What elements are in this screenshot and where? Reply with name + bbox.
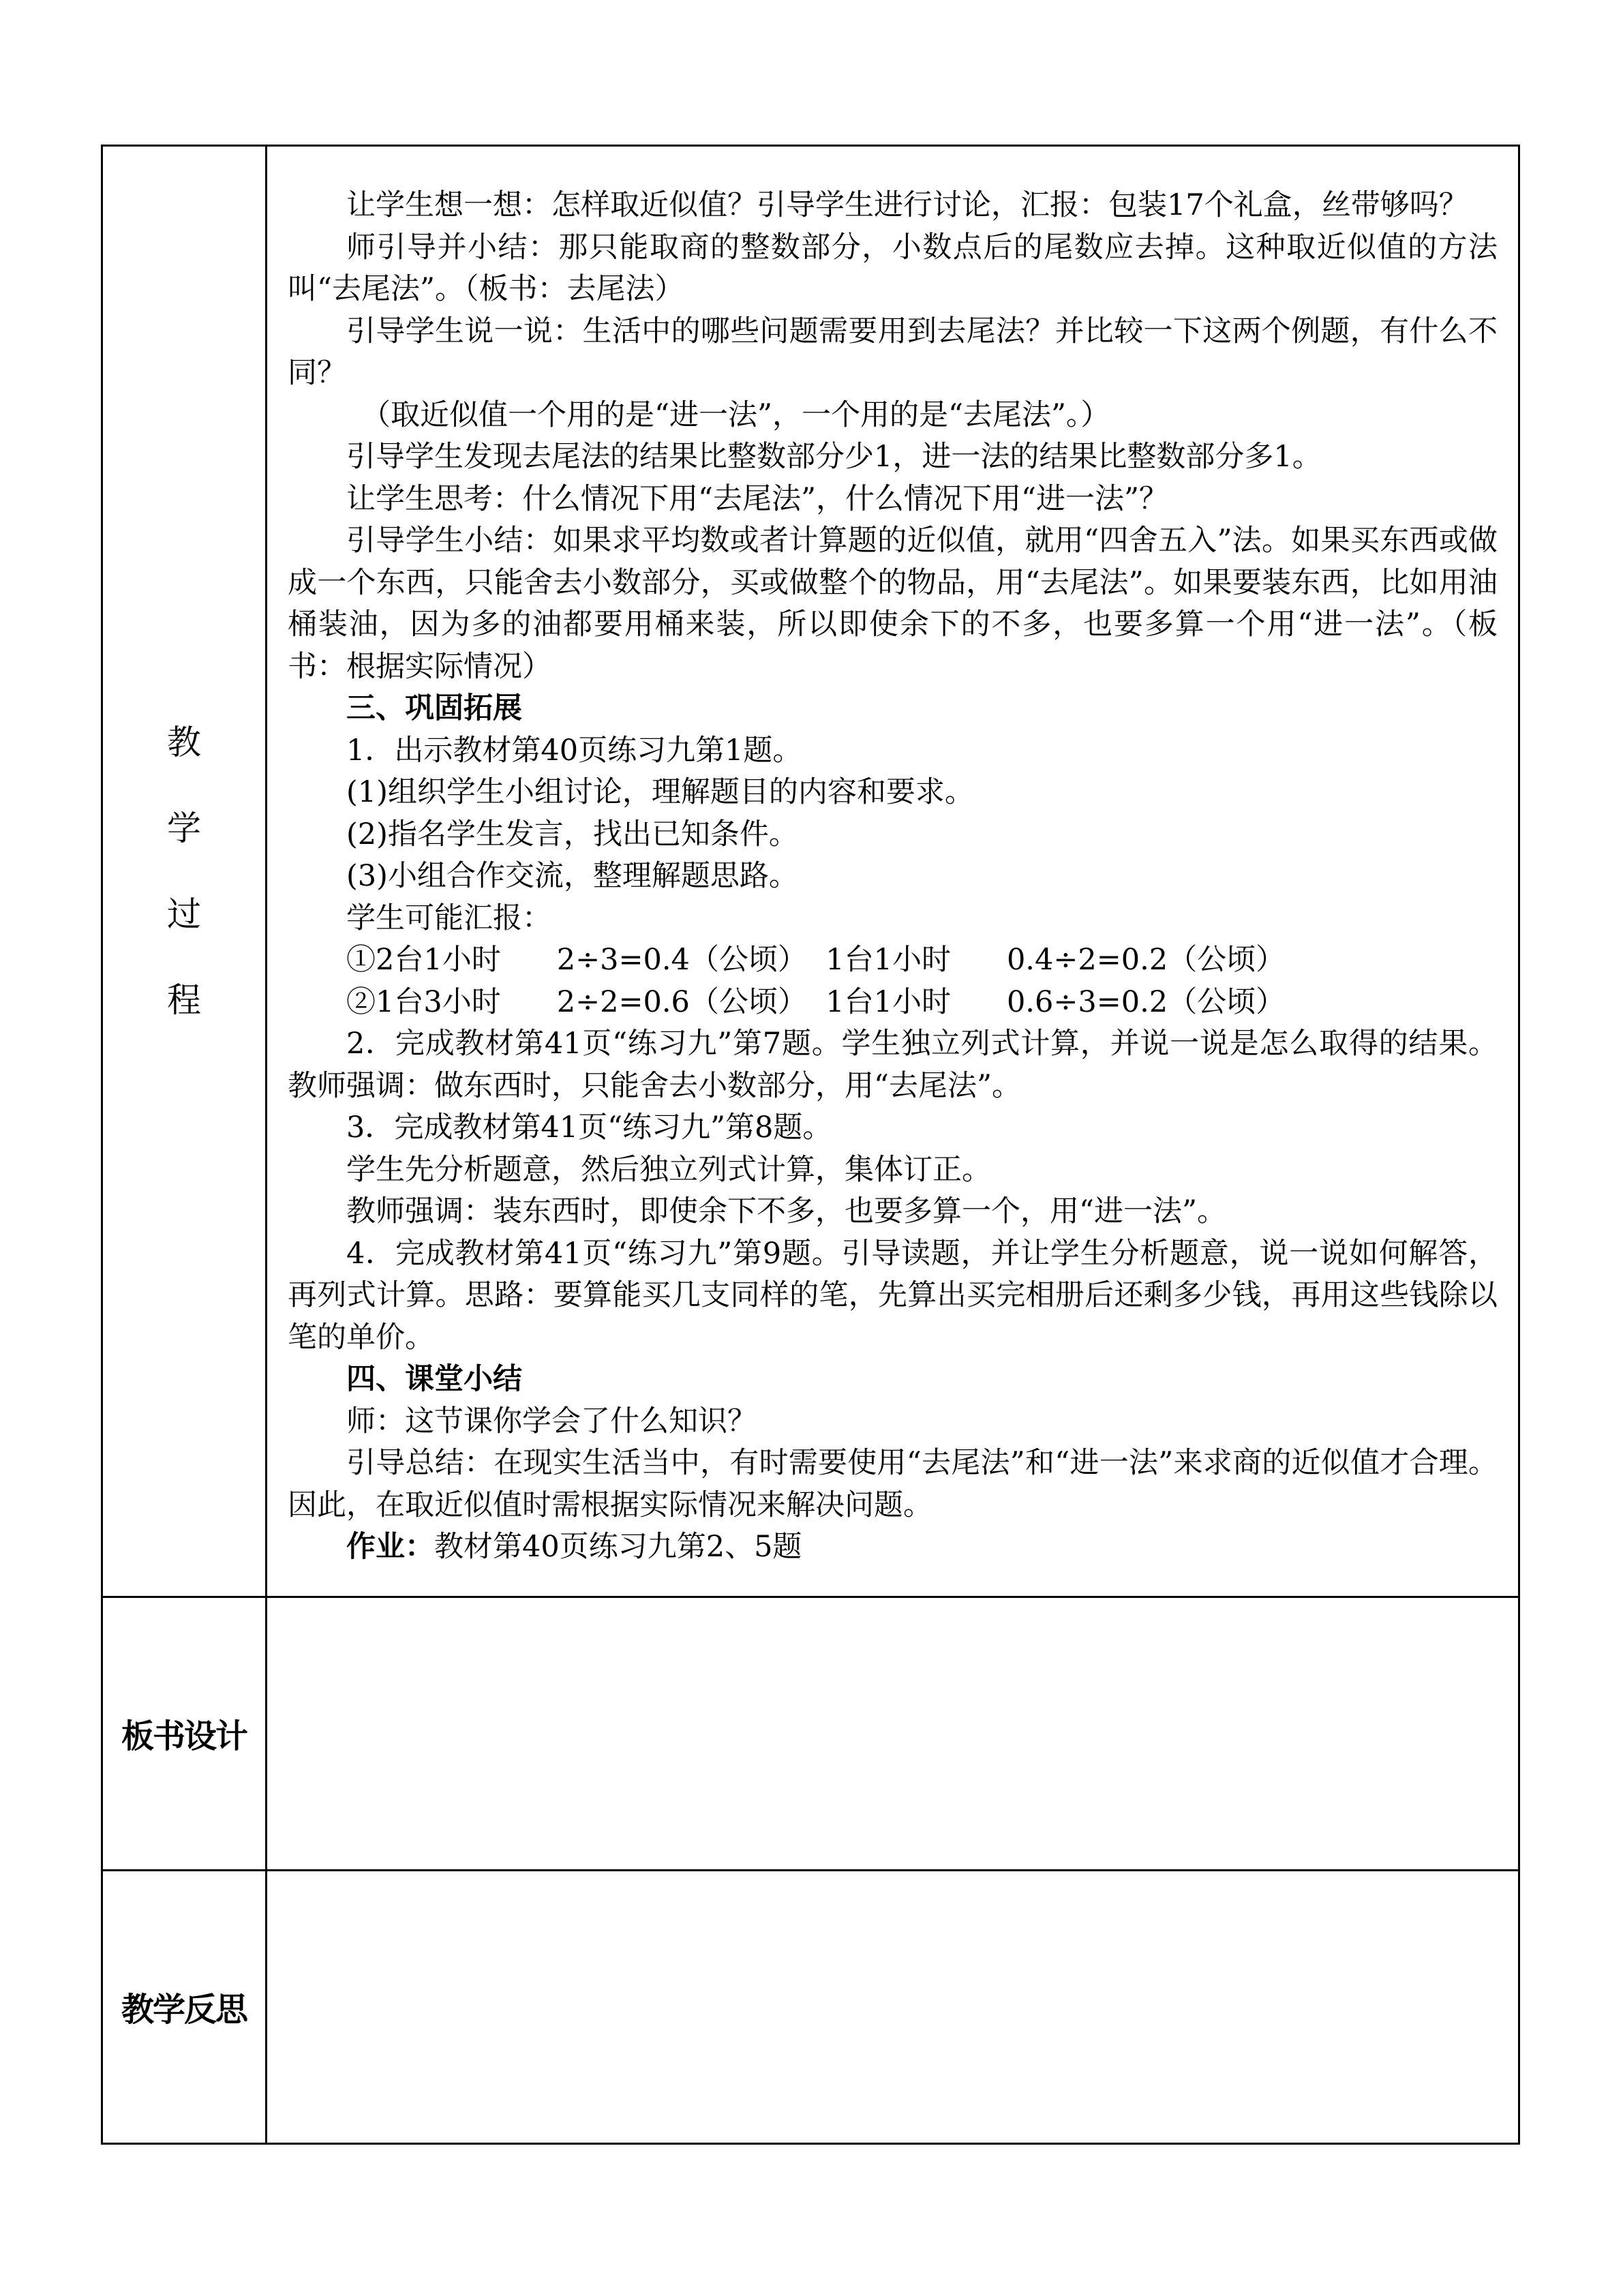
board-design-row <box>102 1597 1519 1870</box>
teaching-process-label-cell <box>102 146 267 1597</box>
section-heading: 四、课堂小结 <box>346 1362 522 1396</box>
label-char: 学 <box>167 808 201 848</box>
exercise-step: 学生先分析题意，然后独立列式计算，集体订正。 <box>346 1152 991 1187</box>
exercise-step: 教师强调：装东西时，即使余下不多，也要多算一个，用“进一法”。 <box>346 1194 1226 1228</box>
teaching-process-label <box>167 712 201 1030</box>
exercise-item: 4．完成教材第41页“练习九”第9题。引导读题，并让学生分析题意，说一说如何解答，再列式计算。思路：要算能买几支同样的笔，先算出买完相册后还剩多少钱，再用这些钱除以笔的单价。 <box>288 1236 1498 1355</box>
paragraph: 引导学生说一说：生活中的哪些问题需要用到去尾法？并比较一下这两个例题，有什么不同？ <box>288 314 1498 390</box>
summary-line: 师：这节课你学会了什么知识？ <box>346 1404 757 1438</box>
exercise-item: 3．完成教材第41页“练习九”第8题。 <box>346 1111 832 1145</box>
reflection-label: 教学反思 <box>121 1991 247 2029</box>
reflection-row <box>102 1870 1519 2143</box>
exercise-step: (3)小组合作交流，整理解题思路。 <box>346 859 798 893</box>
exercise-step: (1)组织学生小组讨论，理解题目的内容和要求。 <box>346 775 974 809</box>
board-design-content <box>267 1597 1519 1870</box>
calculation-row: ②1台3小时 2÷2=0.6（公顷） 1台1小时 0.6÷3=0.2（公顷） <box>346 984 1286 1019</box>
paragraph: 让学生想一想：怎样取近似值？引导学生进行讨论，汇报：包装17个礼盒，丝带够吗？ <box>346 188 1468 222</box>
paragraph: 引导学生发现去尾法的结果比整数部分少1，进一法的结果比整数部分多1。 <box>346 440 1322 474</box>
paragraph: 让学生思考：什么情况下用“去尾法”，什么情况下用“进一法”？ <box>346 481 1168 516</box>
label-char: 程 <box>167 980 201 1020</box>
homework-text: 教材第40页练习九第2、5题 <box>434 1530 802 1564</box>
reflection-content <box>267 1870 1519 2143</box>
section-heading: 三、巩固拓展 <box>346 691 522 725</box>
paragraph: 师引导并小结：那只能取商的整数部分，小数点后的尾数应去掉。这种取近似值的方法叫“去尾法”。（板书：去尾法） <box>288 230 1498 306</box>
label-char: 过 <box>167 894 201 934</box>
board-design-label-cell <box>102 1597 267 1870</box>
lesson-plan-table <box>101 145 1520 2145</box>
reflection-label-cell <box>102 1870 267 2143</box>
exercise-item: 2．完成教材第41页“练习九”第7题。学生独立列式计算，并说一说是怎么取得的结果。教师强调：做东西时，只能舍去小数部分，用“去尾法”。 <box>288 1027 1498 1103</box>
paragraph: 引导学生小结：如果求平均数或者计算题的近似值，就用“四舍五入”法。如果买东西或做成一个东西，只能舍去小数部分，买或做整个的物品，用“去尾法”。如果要装东西，比如用油桶装油，因为多的油都要用桶来装，所以即使余下的不多，也要多算一个用“进一法”。（板书：根据实际情况） <box>288 524 1498 684</box>
exercise-item: 1．出示教材第40页练习九第1题。 <box>346 733 802 768</box>
teaching-process-content <box>267 146 1519 1597</box>
exercise-step: 学生可能汇报： <box>346 901 551 935</box>
homework-line <box>288 1526 1498 1569</box>
paragraph: （取近似值一个用的是“进一法”，一个用的是“去尾法”。） <box>361 397 1110 432</box>
calculation-row: ①2台1小时 2÷3=0.4（公顷） 1台1小时 0.4÷2=0.2（公顷） <box>346 943 1286 977</box>
summary-line: 引导总结：在现实生活当中，有时需要使用“去尾法”和“进一法”来求商的近似值才合理。因此，在取近似值时需根据实际情况来解决问题。 <box>288 1446 1498 1522</box>
board-design-label: 板书设计 <box>121 1717 247 1755</box>
homework-label: 作业： <box>346 1530 434 1564</box>
label-char: 教 <box>167 722 201 762</box>
teaching-process-row <box>102 146 1519 1597</box>
exercise-step: (2)指名学生发言，找出已知条件。 <box>346 817 798 851</box>
